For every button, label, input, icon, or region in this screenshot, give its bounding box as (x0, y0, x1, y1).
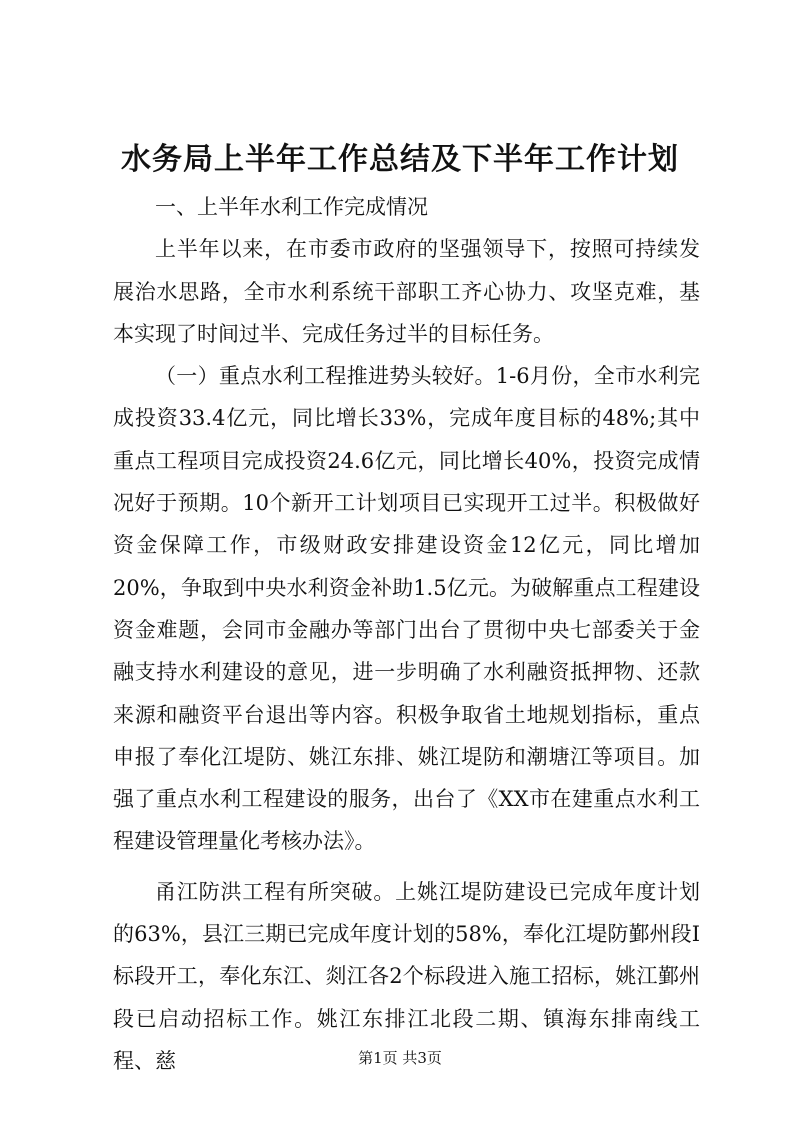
paragraph-flood-control: 甬江防洪工程有所突破。上姚江堤防建设已完成年度计划的63%，县江三期已完成年度计划的58%，奉化江堤防鄞州段Ⅰ标段开工，奉化东江、剡江各2个标段进入施工招标，姚江鄞州段已启动招标工作。姚江东排江北段二期、镇海东排南线工程、慈 (113, 879, 700, 1073)
document-title: 水务局上半年工作总结及下半年工作计划 (121, 142, 679, 177)
page-footer: 第1页 共3页 (358, 1049, 442, 1067)
document-body (113, 186, 700, 1082)
paragraph-intro: 上半年以来，在市委市政府的坚强领导下，按照可持续发展治水思路，全市水利系统干部职工齐心协力、攻坚克难，基本实现了时间过半、完成任务过半的目标任务。 (113, 237, 700, 346)
paragraph-key-projects: （一）重点水利工程推进势头较好。1-6月份，全市水利完成投资33.4亿元，同比增长33%，完成年度目标的48%;其中重点工程项目完成投资24.6亿元，同比增长40%，投资完成情况好于预期。10个新开工计划项目已实现开工过半。积极做好资金保障工作，市级财政安排建设资金12亿元，同比增加20%，争取到中央水利资金补助1.5亿元。为破解重点工程建设资金难题，会同市金融办等部门出台了贯彻中央七部委关于金融支持水利建设的意见，进一步明确了水利融资抵押物、还款来源和融资平台退出等内容。积极争取省土地规划指标，重点申报了奉化江堤防、姚江东排、姚江堤防和潮塘江等项目。加强了重点水利工程建设的服务，出台了《XX市在建重点水利工程建设管理量化考核办法》。 (113, 364, 700, 854)
section-heading: 一、上半年水利工作完成情况 (155, 195, 428, 219)
